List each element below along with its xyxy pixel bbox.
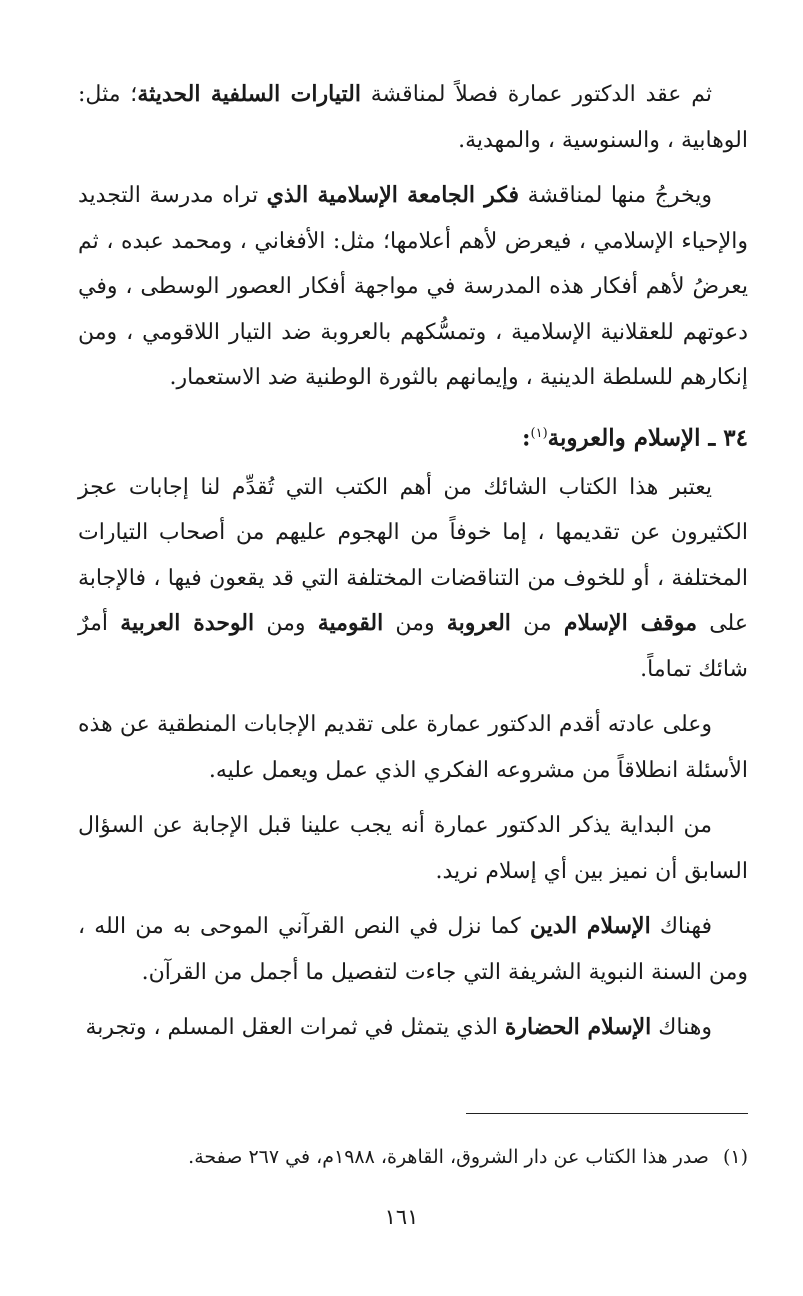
body-text xyxy=(78,72,748,1061)
text-run: ؛ مثل: الوهابية ، والسنوسية ، والمهدية. xyxy=(78,82,748,153)
paragraph xyxy=(78,904,748,995)
footnote-reference: (١) xyxy=(530,425,548,441)
section-heading-suffix: : xyxy=(522,424,531,452)
text-run: كما نزل في النص القرآني الموحى به من الله ، ومن السنة النبوية الشريفة التي جاءت لتفصيل ما أجمل من القرآن. xyxy=(78,914,748,985)
section-heading xyxy=(78,411,748,461)
text-run: تراه مدرسة التجديد والإحياء الإسلامي ، فيعرض لأهم أعلامها؛ مثل: الأفغاني ، ومحمد عبده ، ثم يعرضُ لأهم أفكار هذه المدرسة في مواجهة أفكار العصور الوسطى ، وفي دعوتهم للعقلانية الإسلامية ، وتمسُّكهم بالعروبة ضد التيار اللاقومي ، ومن إنكارهم للسلطة الدينية ، وإيمانهم بالثورة الوطنية ضد الاستعمار. xyxy=(78,183,748,390)
text-run: وعلى عادته أقدم الدكتور عمارة على تقديم الإجابات المنطقية عن هذه الأسئلة انطلاقاً من مشروعه الفكري الذي عمل ويعمل عليه. xyxy=(78,712,748,783)
paragraph xyxy=(78,1005,748,1051)
bold-phrase: موقف الإسلام xyxy=(563,610,698,637)
text-run: ومن xyxy=(254,611,318,637)
text-run: الذي يتمثل في ثمرات العقل المسلم ، وتجربة xyxy=(85,1015,505,1041)
paragraph xyxy=(78,702,748,793)
text-run: ويخرجُ منها لمناقشة xyxy=(519,183,712,208)
footnote xyxy=(78,1142,748,1172)
bold-phrase: العروبة xyxy=(446,610,511,637)
bold-phrase: الإسلام الحضارة xyxy=(504,1014,652,1041)
text-run: أمرٌ شائك تماماً. xyxy=(78,611,748,682)
bold-phrase: الإسلام الدين xyxy=(529,913,651,940)
paragraph xyxy=(78,72,748,163)
text-run: ومن xyxy=(383,611,447,637)
paragraph xyxy=(78,173,748,401)
text-run: من xyxy=(510,611,564,637)
section-heading-text: ٣٤ ـ الإسلام والعروبة xyxy=(547,424,748,452)
text-run: يعتبر هذا الكتاب الشائك من أهم الكتب التي تُقدِّم لنا إجابات عجز الكثيرون عن تقديمها ، إما خوفاً من الهجوم عليهم من أصحاب التيارات المختلفة ، أو للخوف من التناقضات المختلفة التي قد يقعون فيها ، فالإجابة على xyxy=(78,474,748,637)
footnote-text: صدر هذا الكتاب عن دار الشروق، القاهرة، ١٩٨٨م، في ٢٦٧ صفحة. xyxy=(188,1146,709,1168)
footnote-divider xyxy=(466,1113,748,1114)
paragraph xyxy=(78,465,748,693)
paragraphs-after-heading xyxy=(78,465,748,1051)
text-run: وهناك xyxy=(651,1015,712,1041)
text-run: من البداية يذكر الدكتور عمارة أنه يجب علينا قبل الإجابة عن السؤال السابق أن نميز بين أي إسلام نريد. xyxy=(78,813,748,884)
bold-phrase: الوحدة العربية xyxy=(120,610,255,637)
paragraph xyxy=(78,803,748,894)
text-run: فهناك xyxy=(650,914,712,940)
footnote-marker: (١) xyxy=(722,1146,748,1168)
bold-phrase: فكر الجامعة الإسلامية الذي xyxy=(266,182,520,208)
page-number: ١٦١ xyxy=(384,1205,419,1229)
bold-phrase: التيارات السلفية الحديثة xyxy=(137,81,361,107)
bold-phrase: القومية xyxy=(317,610,384,637)
paragraphs-before-heading xyxy=(78,72,748,401)
text-run: ثم عقد الدكتور عمارة فصلاً لمناقشة xyxy=(360,82,712,107)
